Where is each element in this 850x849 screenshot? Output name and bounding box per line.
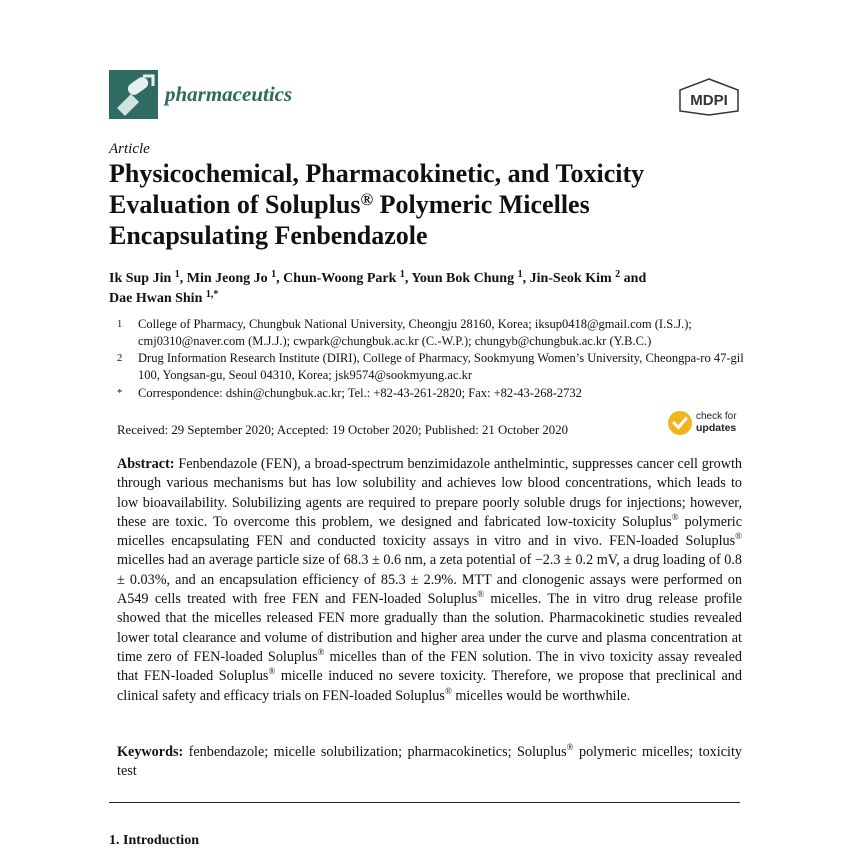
author-list — [109, 269, 749, 309]
abstract-label: Abstract: — [117, 456, 175, 472]
author-separator: , — [276, 271, 284, 286]
title-part2: Polymeric Micelles Encapsulating Fenbendazole — [109, 190, 590, 250]
author-separator: and — [620, 271, 647, 286]
keywords-text: polymeric micelles; toxicity test — [117, 744, 742, 780]
registered-mark: ® — [735, 531, 742, 542]
registered-mark: ® — [444, 685, 452, 696]
registered-mark: ® — [566, 742, 574, 752]
author-affiliation-mark: 1,* — [205, 289, 219, 300]
journal-name: pharmaceutics — [165, 82, 293, 106]
author-separator: , — [522, 271, 530, 286]
abstract — [117, 455, 742, 706]
abstract-text: micelle induced no severe toxicity. Therefore, we propose that preclinical and clinical safety and efficacy trials on FEN-loaded Soluplus — [117, 668, 742, 704]
title-part1: Physicochemical, Pharmacokinetic, and Toxicity Evaluation of Soluplus — [109, 159, 645, 219]
affiliation-mark: 1 — [117, 319, 123, 330]
checkmark-icon — [668, 411, 692, 435]
author-name: Dae Hwan Shin — [109, 291, 203, 306]
article-title — [109, 158, 749, 251]
abstract-text: micelles would be worthwhile. — [451, 687, 631, 704]
abstract-text: Fenbendazole (FEN), a broad-spectrum benzimidazole anthelmintic, suppresses cancer cell growth through various mechanisms but has low solubility and achieves low blood concentrations, which leads to low bioavailability. Solubilizing agents are required to prepare poorly soluble drugs for injections; however, these are toxic. To overcome this problem, we designed and fabricated low-toxicity Soluplus — [117, 456, 742, 530]
affiliation-mark: 2 — [117, 353, 123, 364]
check-for-label: check for — [696, 411, 737, 422]
author-affiliation-mark: 1 — [271, 269, 277, 280]
author-affiliation-mark: 1 — [399, 269, 405, 280]
author-separator: , — [404, 271, 412, 286]
author-separator: , — [179, 271, 187, 286]
registered-mark: ® — [317, 646, 325, 657]
affiliation-text: College of Pharmacy, Chungbuk National University, Cheongju 28160, Korea; iksup0418@gmail.com (I.S.J.); cmj0310@naver.com (M.J.J.); cwpark@chungbuk.ac.kr (C.-W.P.); chungyb@chungbuk.ac.kr (Y.B.C.) — [138, 317, 692, 348]
author-name: Jin-Seok Kim — [529, 271, 612, 286]
publication-dates: Received: 29 September 2020; Accepted: 19 October 2020; Published: 21 October 2020 — [117, 423, 568, 437]
mdpi-logo — [678, 78, 740, 116]
registered-mark: ® — [268, 666, 276, 677]
author-name: Min Jeong Jo — [186, 271, 268, 286]
abstract-text: micelles had an average particle size of 68.3 ± 0.6 nm, a zeta potential of −2.3 ± 0.2 mV, a drug loading of 0.8 ± 0.03%, and an encapsulation efficiency of 85.3 ± 2.9%. MTT and clonogenic assays were performed on A549 cells treated with free FEN and FEN-loaded Soluplus — [117, 552, 742, 608]
author-name: Youn Bok Chung — [411, 271, 515, 286]
registered-mark: ® — [360, 190, 374, 209]
affiliation-mark: * — [117, 388, 123, 399]
author-affiliation-mark: 1 — [517, 269, 523, 280]
correspondence-text: Correspondence: dshin@chungbuk.ac.kr; Tel.: +82-43-261-2820; Fax: +82-43-268-2732 — [138, 386, 582, 400]
updates-label: updates — [696, 422, 737, 434]
abstract-text: polymeric micelles encapsulating FEN and conducted toxicity assays in vitro and in vivo. FEN-loaded Soluplus — [117, 513, 742, 550]
svg-text:MDPI: MDPI — [690, 92, 728, 109]
abstract-text: micelles than of the FEN solution. The in vivo toxicity assay revealed that FEN-loaded Soluplus — [117, 648, 742, 685]
abstract-text: micelles. The in vitro drug release profile showed that the micelles released FEN more gradually than the solution. Pharmacokinetic studies revealed lower total clearance and volume of distribution and higher area under the curve and plasma concentration at time zero of FEN-loaded Soluplus — [117, 591, 743, 665]
article-type: Article — [109, 141, 150, 157]
section-divider — [109, 802, 740, 803]
keywords — [117, 743, 742, 782]
author-name: Chun-Woong Park — [283, 271, 397, 286]
author-affiliation-mark: 1 — [174, 269, 180, 280]
journal-logo — [109, 70, 158, 119]
author-affiliation-mark: 2 — [615, 269, 621, 280]
check-for-updates-badge[interactable] — [668, 410, 748, 438]
registered-mark: ® — [671, 511, 679, 522]
author-name: Ik Sup Jin — [109, 271, 172, 286]
affiliation-text: Drug Information Research Institute (DIRI), College of Pharmacy, Sookmyung Women’s University, Cheongpa-ro 47-gil 100, Yongsan-gu, Seoul 04310, Korea; jsk9574@sookmyung.ac.kr — [138, 351, 744, 382]
section-heading: 1. Introduction — [109, 833, 199, 848]
registered-mark: ® — [477, 589, 485, 600]
keywords-label: Keywords: — [117, 744, 184, 760]
keywords-text: fenbendazole; micelle solubilization; pharmacokinetics; Soluplus — [183, 744, 567, 760]
